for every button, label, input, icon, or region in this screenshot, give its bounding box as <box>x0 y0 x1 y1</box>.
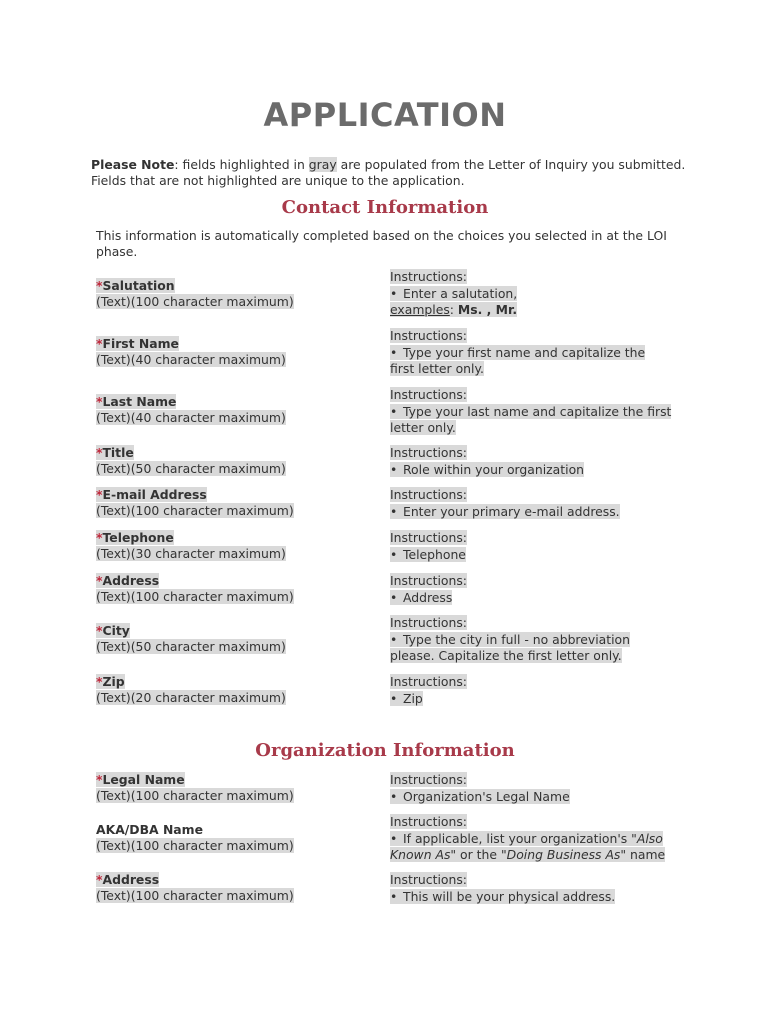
instructions-label: Instructions: <box>390 615 467 630</box>
field-spec: (Text)(100 character maximum) <box>96 838 294 853</box>
instruction-line: first letter only. <box>390 361 484 376</box>
field-label: *Salutation <box>96 278 175 293</box>
field-label: *Legal Name <box>96 772 185 787</box>
field-spec: (Text)(100 character maximum) <box>96 503 294 518</box>
field-label: *Title <box>96 445 134 460</box>
instructions-label: Instructions: <box>390 814 467 829</box>
field-spec: (Text)(50 character maximum) <box>96 461 286 476</box>
field-spec: (Text)(40 character maximum) <box>96 410 286 425</box>
field-spec: (Text)(100 character maximum) <box>96 294 294 309</box>
field-label: *Address <box>96 573 160 588</box>
field-label: *First Name <box>96 336 179 351</box>
field-spec: (Text)(20 character maximum) <box>96 690 286 705</box>
field-spec: (Text)(100 character maximum) <box>96 788 294 803</box>
instruction-line: letter only. <box>390 420 456 435</box>
instruction-example: examples: Ms. , Mr. <box>390 302 518 317</box>
instruction-line: • Organization's Legal Name <box>390 788 570 804</box>
instruction-line: • Type your last name and capitalize the first <box>390 403 672 419</box>
instructions-label: Instructions: <box>390 674 467 689</box>
instructions-label: Instructions: <box>390 573 467 588</box>
field-label: *Zip <box>96 674 125 689</box>
instruction-line: please. Capitalize the first letter only. <box>390 648 622 663</box>
page-title: APPLICATION <box>263 96 507 134</box>
instructions-label: Instructions: <box>390 387 467 402</box>
instructions-label: Instructions: <box>390 530 467 545</box>
instruction-line: • Role within your organization <box>390 461 585 477</box>
field-label: AKA/DBA Name <box>96 822 203 837</box>
instruction-line: • Telephone <box>390 546 466 562</box>
field-spec: (Text)(30 character maximum) <box>96 546 286 561</box>
organization-information-heading: Organization Information <box>255 740 515 761</box>
field-label: *E-mail Address <box>96 487 207 502</box>
instruction-line: • Address <box>390 589 453 605</box>
field-spec: (Text)(100 character maximum) <box>96 888 294 903</box>
instruction-line: Known As" or the "Doing Business As" name <box>390 847 666 862</box>
note-text-after: are populated from the Letter of Inquiry you submitted. Fields that are not highlighted are unique to the application. <box>91 157 686 188</box>
contact-intro: This information is automatically completed based on the choices you selected in at the LOI phase. <box>96 228 667 259</box>
please-note <box>91 157 691 189</box>
field-label: *City <box>96 623 130 638</box>
field-label: *Address <box>96 872 160 887</box>
field-spec: (Text)(40 character maximum) <box>96 352 286 367</box>
contact-information-heading: Contact Information <box>281 197 489 218</box>
instruction-line: • Zip <box>390 690 423 706</box>
instruction-line: • Type your first name and capitalize the <box>390 344 646 360</box>
field-spec: (Text)(100 character maximum) <box>96 589 294 604</box>
field-spec: (Text)(50 character maximum) <box>96 639 286 654</box>
field-label: *Telephone <box>96 530 174 545</box>
note-text-before: : fields highlighted in <box>174 157 309 172</box>
instructions-label: Instructions: <box>390 772 467 787</box>
instructions-label: Instructions: <box>390 445 467 460</box>
field-label: *Last Name <box>96 394 177 409</box>
note-label: Please Note <box>91 157 175 172</box>
instructions-label: Instructions: <box>390 872 467 887</box>
note-highlight: gray <box>308 157 337 172</box>
instruction-line: • If applicable, list your organization's "Also <box>390 830 663 846</box>
instruction-line: • Enter your primary e-mail address. <box>390 503 620 519</box>
instructions-label: Instructions: <box>390 487 467 502</box>
instruction-line: • This will be your physical address. <box>390 888 616 904</box>
instruction-line: • Type the city in full - no abbreviation <box>390 631 630 647</box>
instructions-label: Instructions: <box>390 328 467 343</box>
instructions-label: Instructions: <box>390 269 467 284</box>
instruction-line: • Enter a salutation, <box>390 285 518 301</box>
